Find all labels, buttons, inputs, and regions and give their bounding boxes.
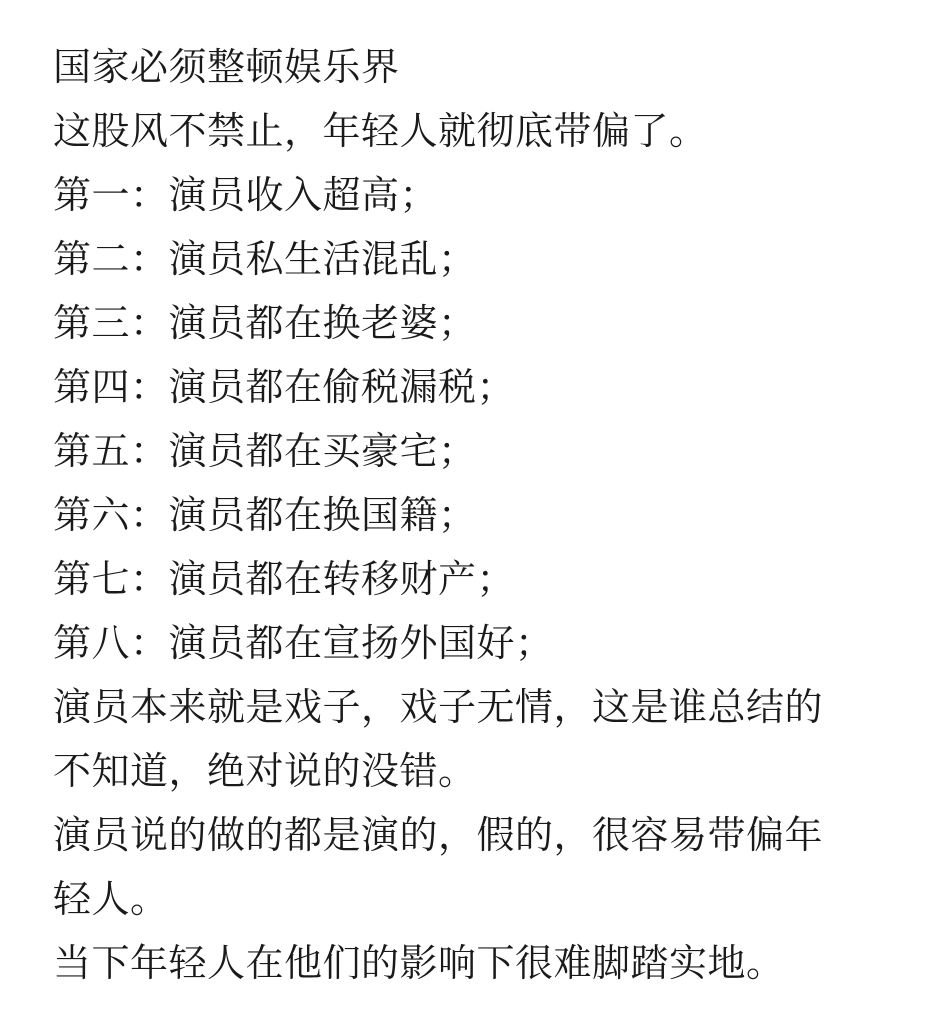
heading-line: 国家必须整顿娱乐界 <box>53 45 400 89</box>
list-item: 第二：演员私生活混乱； <box>53 237 477 281</box>
text-line: 演员本来就是戏子，戏子无情，这是谁总结的 <box>53 685 824 729</box>
document-body <box>53 35 913 995</box>
text-line: 轻人。 <box>53 877 169 921</box>
list-item: 第一：演员收入超高； <box>53 173 439 217</box>
list-item: 第七：演员都在转移财产； <box>53 557 516 601</box>
list-item: 第三：演员都在换老婆； <box>53 301 477 345</box>
text-line: 当下年轻人在他们的影响下很难脚踏实地。 <box>53 941 785 985</box>
list-item: 第六：演员都在换国籍； <box>53 493 477 537</box>
text-line: 演员说的做的都是演的，假的，很容易带偏年 <box>53 813 824 857</box>
list-item: 第四：演员都在偷税漏税； <box>53 365 516 409</box>
text-line: 这股风不禁止，年轻人就彻底带偏了。 <box>53 109 708 153</box>
list-item: 第五：演员都在买豪宅； <box>53 429 477 473</box>
list-item: 第八：演员都在宣扬外国好； <box>53 621 554 665</box>
text-line: 不知道，绝对说的没错。 <box>53 749 477 793</box>
